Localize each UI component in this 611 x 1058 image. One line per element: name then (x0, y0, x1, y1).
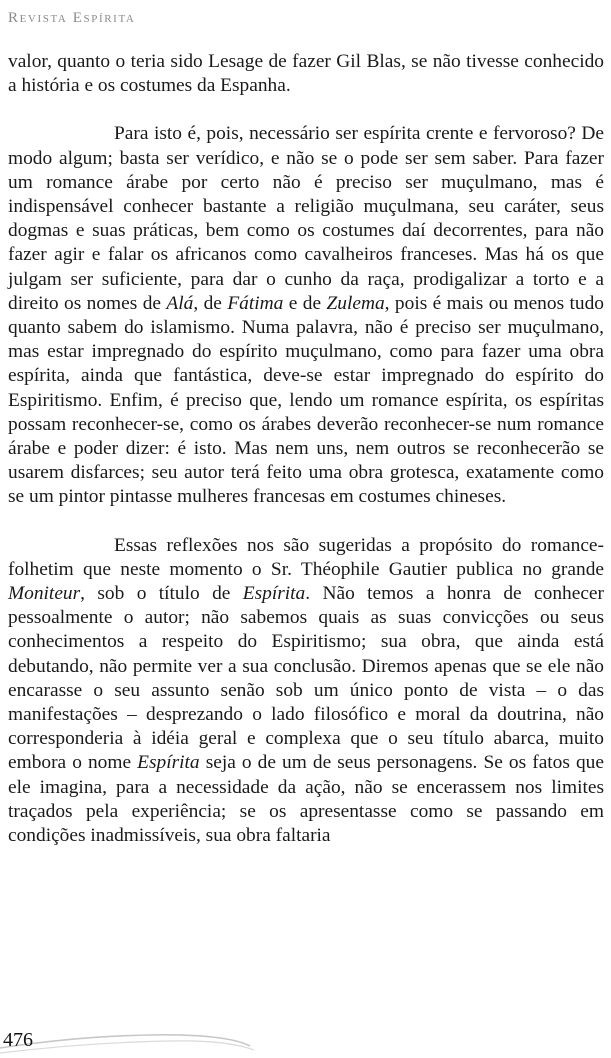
italic-name-espirita: Espírita (137, 752, 200, 774)
italic-title-espirita: Espírita (242, 583, 306, 605)
italic-term-fatima: Fátima (227, 292, 284, 314)
footer-swoosh-ornament (0, 1020, 260, 1058)
italic-title-moniteur: Moniteur (8, 583, 81, 605)
paragraph-2: Para isto é, pois, necessário ser espírita crente e fervoroso? De modo algum; basta ser verídico, e não se o pode ser sem saber. Para fazer um romance árabe por certo não é preciso ser muçulmano, mas é indispensável conhecer bastante a religião muçulmana, seu caráter, seus dogmas e suas práticas, bem como os costumes daí decorrentes, para não fazer agir e falar os africanos como cavalheiros franceses. Mas há os que julgam ser suficiente, para dar o cunho da raça, prodigalizar a torto e a direito os nomes de Alá, de Fátima e de Zulema, pois é mais ou menos tudo quanto sabem do islamismo. Numa palavra, não é preciso ser muçulmano, mas estar impregnado do espírito muçulmano, como para fazer uma obra espírita, ainda que fantástica, deve-se estar impregnado do espírito do Espiritismo. Enfim, é preciso que, lendo um romance espírita, os espíritas possam reconhecer-se, como os árabes deverão reconhecer-se num romance árabe e poder dizer: é isto. Mas nem uns, nem outros se reconhecerão se usarem disfarces; seu autor terá feito uma obra grotesca, exatamente como se um pintor pintasse mulheres francesas em costumes chineses. (8, 123, 604, 508)
page-number: 476 (3, 1029, 33, 1051)
italic-term-zulema: Zulema (326, 292, 385, 314)
paragraph-3: Essas reflexões nos são sugeridas a propósito do romance-folhetim que neste momento o Sr. Théophile Gautier publica no grande Moniteur, sob o título de Espírita. Não temos a honra de conhecer pessoalmente o autor; não sabemos quais as suas convicções ou seus conhecimentos a respeito do Espiritismo; sua obra, que ainda está debutando, não permite ver a sua conclusão. Diremos apenas que se ele não encarasse o seu assunto senão sob um único ponto de vista – o das manifestações – desprezando o lado filosófico e moral da doutrina, não corresponderia à idéia geral e complexa que o seu título abarca, muito embora o nome Espírita seja o de um de seus personagens. Se os fatos que ele imagina, para a necessidade da ação, não se encerassem nos limites traçados pela experiência; se os apresentasse como se passando em condições inadmissíveis, sua obra faltaria (8, 534, 604, 847)
italic-term-ala: Alá (166, 292, 194, 314)
paragraph-1: valor, quanto o teria sido Lesage de fazer Gil Blas, se não tivesse conhecido a história e os costumes da Espanha. (8, 51, 604, 97)
page-body (8, 50, 604, 848)
running-title: Revista Espírita (8, 10, 136, 26)
